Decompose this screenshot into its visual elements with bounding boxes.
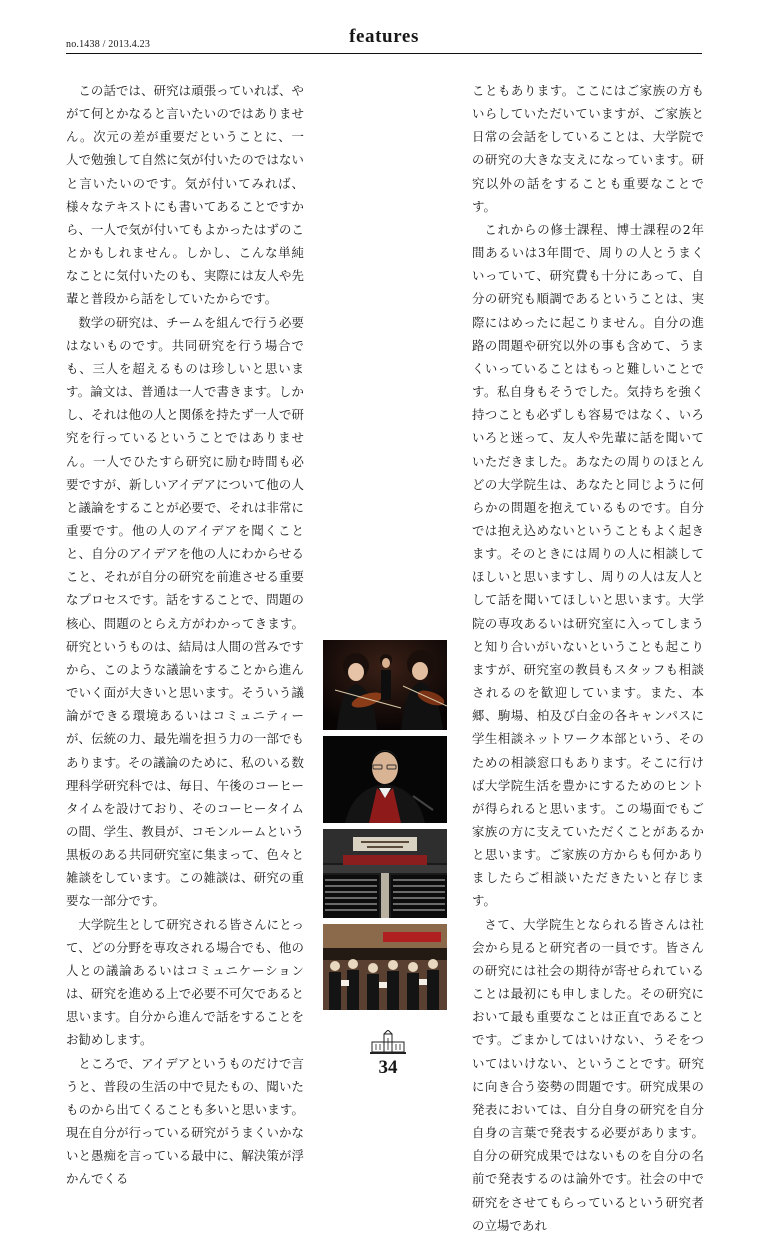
paragraph: 大学院生として研究される皆さんにとって、どの分野を専攻される場合でも、他の人との議論あるいはコミュニケーションは、研究を進める上で必要不可欠であると思います。自分から進んで話をすることをお勧めします。 (66, 916, 304, 1048)
paragraph-continuation: こともあります。ここにはご家族の方もいらしていただいていますが、ご家族と日常の会話をしていることは、大学院での研究の大きな支えになっています。研究以外の話をすることも重要なことです。 (472, 83, 704, 214)
article-column-left (66, 79, 304, 1191)
page-header (66, 26, 702, 56)
paragraph: さて、大学院生となられる皆さんは社会から見ると研究者の一員です。皆さんの研究には社会の期待が寄せられていることは最初にも申しました。その研究において最も重要なことは正直であることです。ごまかしてはいけない、うそをついてはいけない、ということです。研究に向き合う姿勢の問題です。研究成果の発表においては、自分自身の研究を自分自身の言葉で発表する必要があります。自分の研究成果ではないものを自分の名前で発表するのは論外です。社会の中で研究をさせてもらっているという研究者の立場であれ (472, 916, 704, 1233)
header-rule (66, 53, 702, 54)
paragraph: 数学の研究は、チームを組んで行う必要はないものです。共同研究を行う場合でも、三人を超えるものは珍しいと思います。論文は、普通は一人で書きます。しかし、それは他の人と関係を持たず一人で研究を行っているということではありません。一人でひたすら研究に励む時間も必要ですが、新しいアイデアについて他の人と議論をすることが必要で、それは非常に重要です。他の人のアイデアを聞くことと、自分のアイデアを他の人にわからせること、それが自分の研究を前進させる重要なプロセスです。話をすることで、問題の核心、問題のとらえ方がわかってきます。研究というものは、結局は人間の営みですから、このような議論をすることから進んでいく面が大きいと思います。そういう議論ができる環境あるいはコミュニティーが、伝統の力、最先端を担う力の一部でもあります。その議論のために、私のいる数理科学研究科では、毎日、午後のコーヒータイムを設けており、そのコーヒータイムの間、学生、教員が、コモンルームという黒板のある共同研究室に集まって、色々と雑談をしています。この雑談は、研究の重要な一部分です。 (66, 314, 304, 909)
paragraph: この話では、研究は頑張っていれば、やがて何とかなると言いたいのではありません。次元の差が重要だということに、一人で勉強して自然に気が付いたのではないと言いたいのです。気が付いてみれば、様々なテキストにも書いてあることですから、一人で気が付いてもよかったはずのことかもしれません。しかし、こんな単純なことに気付いたのも、実際には友人や先輩と普段から話をしていたからです。 (66, 83, 304, 307)
section-title: features (349, 26, 419, 47)
paragraph: ところで、アイデアというものだけで言うと、普段の生活の中で見たもの、聞いたものから出てくることも多いと思います。現在自分が行っている研究がうまくいかないと愚痴を言っている最中に、解決策が浮かんでくる (66, 1055, 304, 1187)
paragraph: これからの修士課程、博士課程の2年間あるいは3年間で、周りの人とうまくいっていて、研究費も十分にあって、自分の研究も順調であるということは、実際にはめったに起こりません。自分の進路の問題や研究以外の事も含めて、うまくいっていることはもっと難しいことです。私自身もそうでした。気持ちを強く持つことも必ずしも容易ではなく、いろいろと迷って、友人や先輩に話を聞いていただきました。あなたの周りのほとんどの大学院生は、あなたと同じように何らかの問題を抱えているものです。自分では抱え込めないということもよく起きます。そのときには周りの人に相談してほしいと思いますし、周りの人は友人として話を聞いてほしいと思います。大学院の専攻あるいは研究室に入ってしまうと知り合いがいないということも起こりますが、研究室の教員もスタッフも相談されるのを歓迎しています。また、本郷、駒場、柏及び白金の各キャンパスに学生相談ネットワーク本部という、そのための相談窓口もあります。そこに行けば大学院生活を豊かにするためのヒントが得られると思います。この場面でもご家族の方に支えていただくことがあるかと思います。ご家族の方からも何かありましたらご相談いただきたいと存じます。 (472, 221, 704, 909)
photo-speaker (323, 736, 447, 823)
photo-orchestra (323, 640, 447, 730)
photo-ceremony-hall (323, 829, 447, 918)
article-column-right (472, 79, 704, 1237)
issue-info: no.1438 / 2013.4.23 (66, 39, 151, 50)
page-number: 34 (378, 1057, 398, 1078)
university-logo (366, 1030, 410, 1058)
photo-graduates (323, 924, 447, 1010)
